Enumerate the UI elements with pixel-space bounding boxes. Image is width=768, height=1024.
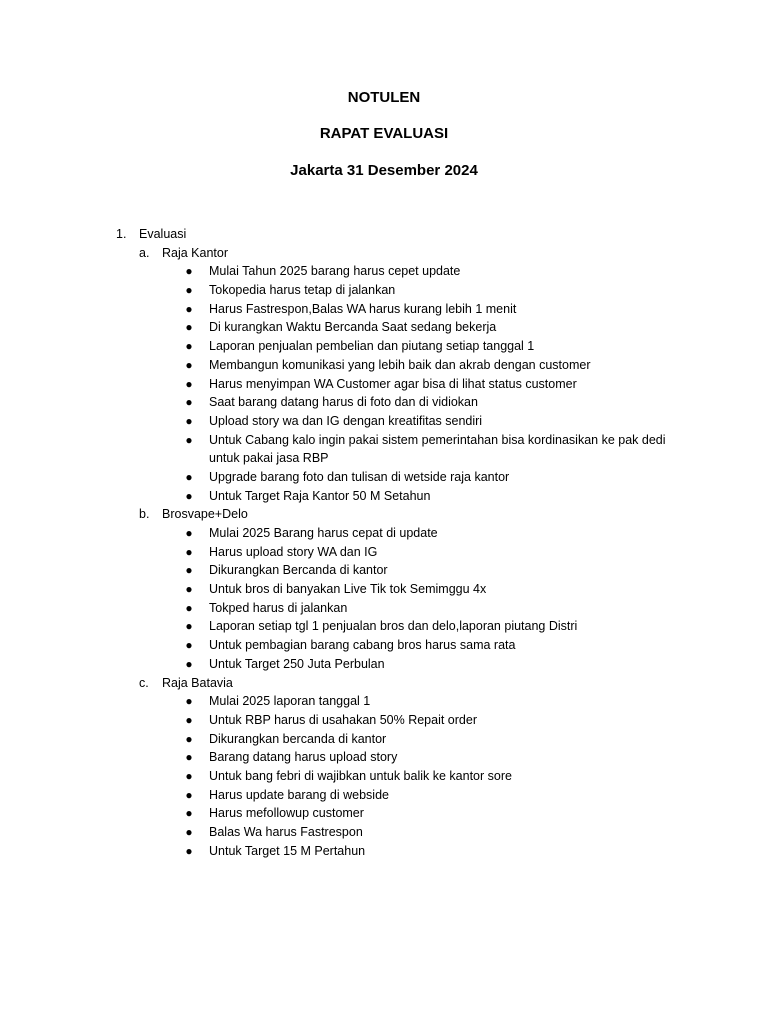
section-heading [0,225,768,244]
bullet-icon: ● [185,413,193,428]
bullet-icon: ● [185,432,193,447]
list-item [0,543,768,562]
list-item-text: Tokped harus di jalankan [209,600,348,615]
minutes-list [0,225,768,860]
list-item [0,318,768,337]
bullet-icon: ● [185,339,193,354]
subsection-heading [0,505,768,524]
bullet-icon: ● [185,768,193,783]
bullet-icon: ● [185,731,193,746]
list-item-text: Dikurangkan Bercanda di kantor [209,563,388,578]
list-item-text: Mulai 2025 laporan tanggal 1 [209,694,371,709]
bullet-icon: ● [185,694,193,709]
bullet-icon: ● [185,638,193,653]
bullet-icon: ● [185,787,193,802]
bullet-icon: ● [185,582,193,597]
subsection-letter: c. [139,675,149,690]
section-label: Evaluasi [139,227,187,241]
list-item-text: Harus Fastrespon,Balas WA harus kurang lebih 1 menit [209,301,517,316]
list-item-text: Harus upload story WA dan IG [209,544,378,559]
list-item-text: Untuk Target Raja Kantor 50 M Setahun [209,488,431,503]
list-item [0,561,768,580]
list-item [0,431,768,468]
doc-date-line: Jakarta 31 Desember 2024 [290,162,478,179]
bullet-icon: ● [185,600,193,615]
bullet-icon: ● [185,357,193,372]
list-item-text: Untuk Target 250 Juta Perbulan [209,656,385,671]
list-item [0,842,768,861]
bullet-icon: ● [185,526,193,541]
list-item-text: Untuk RBP harus di usahakan 50% Repait order [209,712,477,727]
list-item-text: Untuk Cabang kalo ingin pakai sistem pemerintahan bisa kordinasikan ke pak dedi untuk pakai jasa RBP [209,432,666,466]
bullet-icon: ● [185,825,193,840]
list-item [0,468,768,487]
list-item-text: Untuk Target 15 M Pertahun [209,843,366,858]
list-item [0,300,768,319]
list-item [0,599,768,618]
list-item [0,580,768,599]
bullet-icon: ● [185,395,193,410]
list-item-text: Barang datang harus upload story [209,750,398,765]
bullet-icon: ● [185,712,193,727]
list-item [0,636,768,655]
doc-subtitle: RAPAT EVALUASI [319,125,449,142]
list-item-text: Upload story wa dan IG dengan kreatifitas sendiri [209,413,483,428]
subsection-label: Brosvape+Delo [162,507,248,522]
list-item [0,804,768,823]
bullet-icon: ● [185,750,193,765]
list-item-text: Mulai 2025 Barang harus cepat di update [209,526,438,541]
list-item-text: Dikurangkan bercanda di kantor [209,731,387,746]
list-item-text: Untuk bang febri di wajibkan untuk balik ke kantor sore [209,768,512,783]
list-item [0,262,768,281]
list-item-text: Untuk pembagian barang cabang bros harus sama rata [209,638,516,653]
list-item-text: Untuk bros di banyakan Live Tik tok Semimggu 4x [209,582,487,597]
list-item [0,655,768,674]
list-item [0,487,768,506]
list-item-text: Laporan penjualan pembelian dan piutang setiap tanggal 1 [209,339,535,354]
list-item [0,823,768,842]
list-item [0,281,768,300]
list-item [0,337,768,356]
list-item-text: Balas Wa harus Fastrespon [209,825,363,840]
list-item [0,692,768,711]
bullet-icon: ● [185,301,193,316]
subsection-letter: b. [139,507,150,522]
bullet-icon: ● [185,843,193,858]
bullet-icon: ● [185,563,193,578]
bullet-icon: ● [185,488,193,503]
bullet-icon: ● [185,320,193,335]
list-item-text: Laporan setiap tgl 1 penjualan bros dan delo,laporan piutang Distri [209,619,578,634]
list-item-text: Harus mefollowup customer [209,806,364,821]
list-item [0,617,768,636]
list-item [0,748,768,767]
list-item [0,375,768,394]
list-item-text: Di kurangkan Waktu Bercanda Saat sedang bekerja [209,320,497,335]
list-item-text: Upgrade barang foto dan tulisan di wetside raja kantor [209,469,510,484]
section-number: 1. [116,227,127,241]
list-item [0,412,768,431]
list-item-text: Tokopedia harus tetap di jalankan [209,283,396,298]
list-item [0,730,768,749]
bullet-icon: ● [185,283,193,298]
bullet-icon: ● [185,806,193,821]
list-item [0,786,768,805]
list-item [0,393,768,412]
list-item-text: Mulai Tahun 2025 barang harus cepet update [209,264,461,279]
list-item-text: Membangun komunikasi yang lebih baik dan akrab dengan customer [209,357,591,372]
subsection-letter: a. [139,245,150,260]
list-item-text: Harus update barang di webside [209,787,389,802]
bullet-icon: ● [185,469,193,484]
doc-title: NOTULEN [347,89,421,106]
list-item-text: Harus menyimpan WA Customer agar bisa di lihat status customer [209,376,577,391]
subsection-heading [0,674,768,693]
bullet-icon: ● [185,656,193,671]
bullet-icon: ● [185,264,193,279]
list-item [0,711,768,730]
list-item [0,356,768,375]
subsection-heading [0,244,768,263]
list-item [0,767,768,786]
list-item-text: Saat barang datang harus di foto dan di vidiokan [209,395,478,410]
bullet-icon: ● [185,619,193,634]
bullet-icon: ● [185,376,193,391]
subsection-label: Raja Batavia [162,675,233,690]
subsection-label: Raja Kantor [162,245,229,260]
bullet-icon: ● [185,544,193,559]
list-item [0,524,768,543]
